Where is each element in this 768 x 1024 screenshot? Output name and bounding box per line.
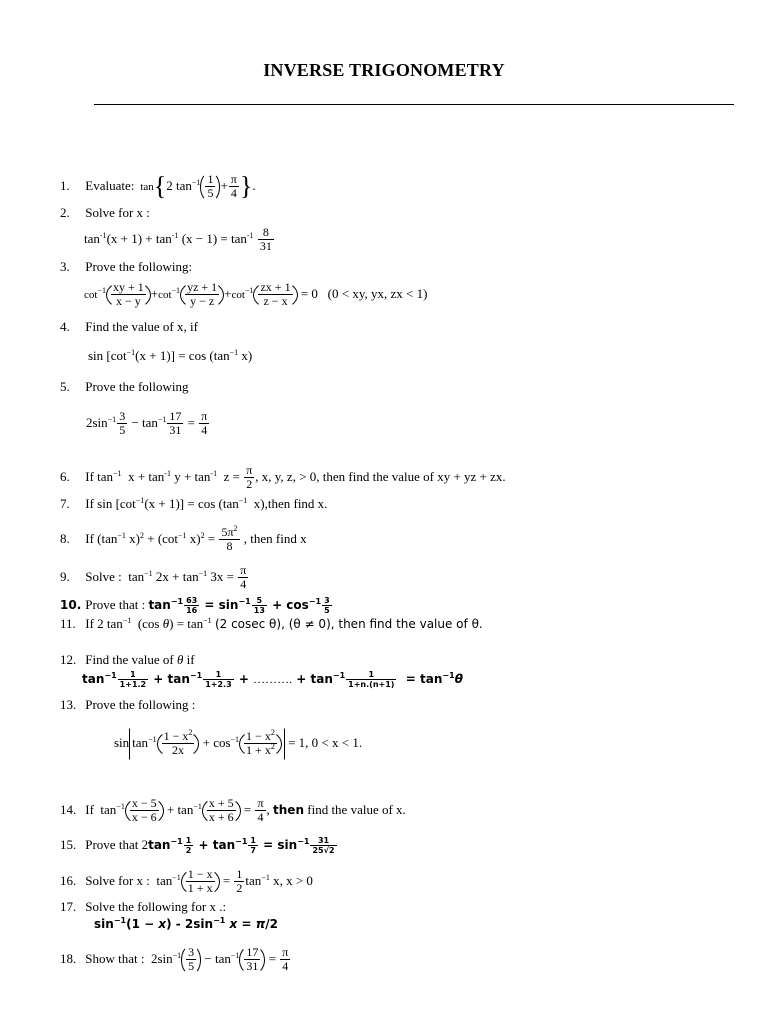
- question-text: , x, y, z, > 0, then find the value of xy + yz + zx.: [255, 468, 506, 484]
- question-number: 2.: [60, 205, 70, 220]
- question-text: Show that :: [85, 950, 145, 966]
- question-10: [60, 596, 333, 615]
- math-expression: $2\sin^{-1}$ $\frac{3}{5}$ − $\tan^{-1}$ $\frac{17}{31}$ = $\frac{\pi}{4}$: [86, 409, 208, 438]
- question-3: [60, 260, 192, 273]
- question-number: 4.: [60, 319, 70, 334]
- question-17: [60, 900, 226, 913]
- question-text: , then find x: [243, 530, 307, 546]
- question-number: 15.: [60, 837, 77, 853]
- question-14: [60, 796, 406, 826]
- question-number: 3.: [60, 259, 70, 274]
- question-9: [60, 564, 249, 592]
- question-13: [60, 698, 195, 711]
- question-7: 7. If $\sin [\cot^{-1}(x + 1)] = \cos (\tan^{-1}$ x),then find x.: [60, 496, 328, 511]
- question-text: Prove the following: [85, 379, 189, 394]
- question-4: [60, 320, 198, 333]
- math-expression: $\tan^{-1}(x + 1) + \tan^{-1} (x - 1) = \tan^{-1}$ $\frac{8}{31}$: [84, 225, 272, 254]
- math-expression: $\sin [\cot^{-1}(x + 1)] = \cos (\tan^{-1}$ x): [88, 348, 253, 363]
- math-expression: tan{2 $\tan^{-1}$ $\frac{1}{5}$ + $\frac{\pi}{4}$ }.: [137, 171, 256, 201]
- question-16: [60, 867, 313, 897]
- question-15: [60, 836, 338, 855]
- question-text: Evaluate:: [85, 177, 135, 193]
- question-text: Solve for x :: [85, 205, 150, 220]
- question-number: 5.: [60, 379, 70, 394]
- question-tail: ), then find the value of θ.: [326, 617, 483, 631]
- math-expression: $\tan^{-1}$ $\frac{1}{2}$ + $\tan^{-1}$ $\frac{1}{7}$ = $\sin^{-1}$ $\frac{31}{25√2}$: [148, 836, 335, 856]
- question-6: [60, 464, 506, 492]
- question-2: [60, 206, 150, 219]
- question-text: Find the value of: [85, 652, 174, 667]
- question-tail: if: [186, 652, 195, 667]
- math-expression: $\tan^{-1} 2x + \tan^{-1} 3x$ = $\frac{\pi}{4}$: [124, 563, 247, 592]
- question-number: 9.: [60, 568, 70, 584]
- question-number: 6.: [60, 468, 70, 484]
- question-text: If sin [cot: [85, 496, 136, 511]
- title-divider: [94, 104, 734, 105]
- question-5: [60, 380, 189, 393]
- question-text: If 2 tan: [85, 616, 123, 631]
- question-text: Prove the following :: [85, 697, 196, 712]
- question-text: Solve for x :: [85, 872, 150, 888]
- question-8: [60, 526, 307, 554]
- math-expression: If ($\tan^{-1}$ $x)^2 + (\cot^{-1}$ x)$^2$ = $\frac{5\pi^2}{8}$: [85, 524, 238, 554]
- question-tail: x),then find x.: [253, 496, 328, 511]
- math-expression: $\tan^{-1}$ $\frac{x - 5}{x - 6}$ + $\tan^{-1}$ $\frac{x + 5}{x + 6}$ = $\frac{\pi}{4}$ ,: [97, 796, 274, 825]
- math-expression: $\sin \tan^{-1}$ $\frac{1 - x^2}{2x}$ + $\cos^{-1}$ $\frac{1 - x^2}{1 + x^2}$ = 1, 0 < x < 1.: [114, 728, 362, 760]
- math-expression: $2\sin^{-1}$ $\frac{3}{5}$ − $\tan^{-1}$ $\frac{17}{31}$ = $\frac{\pi}{4}$: [147, 945, 289, 974]
- question-number: 18.: [60, 950, 77, 966]
- question-text: Prove that 2: [85, 837, 149, 853]
- question-number: 11.: [60, 616, 76, 631]
- math-expression: $\sin^{-1}(1 - x) - 2\sin^{-1}$ x = π/2: [94, 916, 278, 931]
- math-expression: $\tan^{-1}$ $\frac{1 - x}{1 + x}$ = $\frac{1}{2}$ $\tan^{-1} x$, x > 0: [153, 867, 313, 896]
- question-number: 14.: [60, 801, 77, 817]
- question-12: 12. Find the value of θ if: [60, 652, 195, 667]
- then-word: then: [273, 802, 304, 817]
- question-number: 12.: [60, 652, 77, 667]
- condition-text: (0 < xy, yx, zx < 1): [327, 285, 428, 301]
- question-18: [60, 945, 291, 975]
- question-11: 11. If 2 $\tan^{-1} (\cos$ $\theta) = \tan^{-1} (2$ cosec θ), (θ ≠ 0), then find the value of θ.: [60, 616, 483, 631]
- question-number: 8.: [60, 530, 70, 546]
- page-title: INVERSE TRIGONOMETRY: [263, 60, 505, 80]
- math-expression: $\cot^{-1}$ $\frac{xy + 1}{x - y}$ $+\cot^{-1}$ $\frac{yz + 1}{y - z}$ $+\cot^{-1}$ $\frac{zx + 1}{z - x}$ = 0 (0 < xy, yx, zx < 1): [84, 280, 428, 309]
- math-expression: $\tan^{-1}$ $\frac{1}{1+1.2}$ + $\tan^{-1}$ $\frac{1}{1+2.3}$ + ………. + $\tan^{-1}$ $\frac{1}{1+n.(n+1)}$ = $\tan^{-1}\theta$: [82, 670, 463, 690]
- question-1: [60, 172, 256, 202]
- question-number: 17.: [60, 899, 77, 914]
- question-number: 10.: [60, 598, 82, 613]
- question-text: Prove that :: [85, 597, 146, 613]
- math-expression: $\tan^{-1}$ $\frac{63}{16}$ = $\sin^{-1}$ $\frac{5}{13}$ + $\cos^{-1}$ $\frac{3}{5}$: [148, 596, 330, 616]
- question-number: 7.: [60, 496, 70, 511]
- question-text: Solve :: [85, 568, 122, 584]
- question-text: Find the value of x, if: [85, 319, 198, 334]
- question-number: 1.: [60, 177, 70, 193]
- math-expression: If $\tan^{-1} x + \tan^{-1} y + \tan^{-1} z$ = $\frac{\pi}{2}$: [85, 463, 253, 492]
- question-text: Solve the following for x .:: [85, 899, 227, 914]
- question-text: If: [85, 801, 94, 817]
- question-number: 16.: [60, 872, 77, 888]
- question-text: Prove the following:: [85, 259, 193, 274]
- question-tail: find the value of x.: [304, 801, 406, 817]
- question-number: 13.: [60, 697, 77, 712]
